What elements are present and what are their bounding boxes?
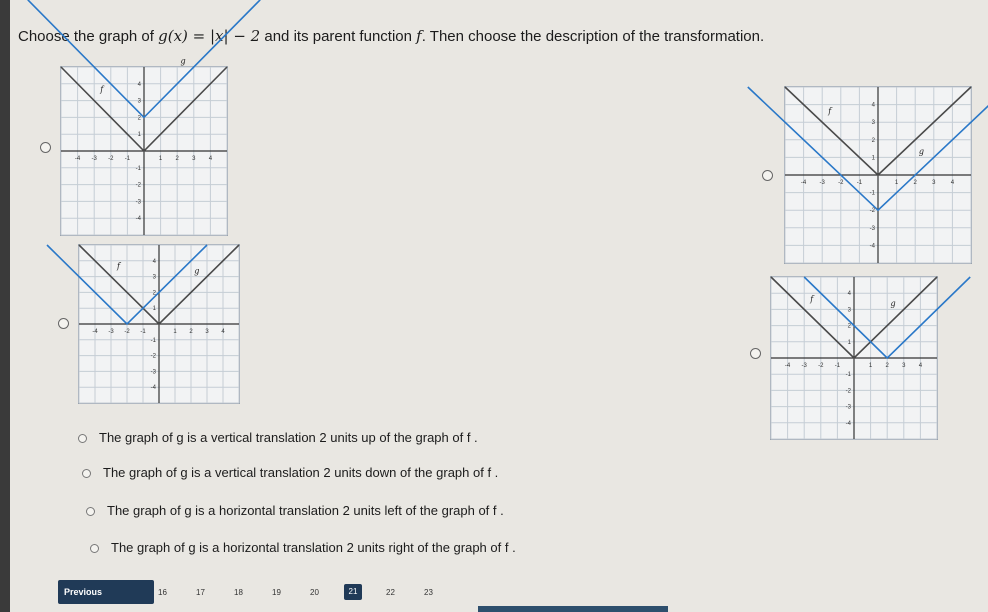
y-tick-label: 2 [152, 290, 156, 297]
y-tick-label: -3 [845, 404, 851, 411]
y-tick-label: -2 [869, 208, 875, 215]
y-tick-label: 3 [847, 307, 851, 314]
question-text [18, 26, 764, 47]
y-tick-label: 1 [847, 339, 851, 346]
x-tick-label: -3 [108, 329, 114, 335]
graph-f-label: f [810, 294, 814, 304]
y-tick-label: 3 [137, 98, 141, 105]
x-tick-label: 2 [913, 180, 917, 186]
x-tick-label: 3 [932, 180, 936, 186]
y-tick-label: -3 [869, 225, 875, 232]
x-tick-label: -2 [124, 329, 130, 335]
graph-g-label: g [918, 146, 925, 156]
x-tick-label: 4 [950, 180, 955, 186]
y-tick-label: -4 [135, 216, 141, 223]
y-tick-label: -1 [845, 372, 851, 379]
answer-4-label: The graph of g is a horizontal translation 2 units right of the graph of f . [111, 540, 516, 555]
x-tick-label: -2 [818, 363, 824, 369]
page-22[interactable]: 22 [386, 588, 395, 597]
x-tick-label: 4 [918, 363, 923, 369]
answer-3-radio[interactable] [86, 507, 95, 516]
y-tick-label: -4 [869, 243, 875, 250]
x-tick-label: -3 [91, 156, 97, 162]
x-tick-label: -2 [108, 156, 114, 162]
answer-1-label: The graph of g is a vertical translation 2 units up of the graph of f . [99, 430, 478, 445]
page-17[interactable]: 17 [196, 588, 205, 597]
graph-option-a-radio[interactable] [40, 142, 51, 153]
y-tick-label: 2 [847, 323, 851, 330]
question-parent: f [416, 27, 422, 45]
x-tick-label: -3 [801, 363, 807, 369]
x-tick-label: -1 [140, 329, 146, 335]
page-18[interactable]: 18 [234, 588, 243, 597]
answer-2-label: The graph of g is a vertical translation 2 units down of the graph of f . [103, 465, 499, 480]
answer-option-3[interactable] [86, 503, 504, 518]
graph-option-a[interactable] [60, 56, 228, 236]
y-tick-label: -1 [869, 190, 875, 197]
y-tick-label: 2 [137, 115, 141, 122]
answer-option-4[interactable] [90, 540, 516, 555]
graph-g-label: g [890, 299, 896, 309]
x-tick-label: 4 [208, 156, 213, 162]
x-tick-label: 2 [189, 329, 193, 335]
x-tick-label: -1 [856, 180, 863, 186]
x-tick-label: -4 [800, 180, 807, 186]
y-tick-label: 1 [137, 132, 141, 139]
answer-4-radio[interactable] [90, 544, 99, 553]
graph-g-label: g [180, 56, 186, 66]
graph-option-c[interactable] [784, 86, 972, 264]
x-tick-label: -4 [74, 156, 81, 162]
graph-f-label: f [117, 261, 120, 271]
graph-option-b[interactable] [78, 244, 240, 404]
graph-option-d[interactable] [770, 276, 938, 440]
x-tick-label: 3 [902, 363, 906, 369]
graph-f-label: f [828, 106, 832, 116]
window-frame [0, 0, 10, 612]
x-tick-label: 1 [173, 329, 177, 335]
y-tick-label: 2 [871, 137, 875, 144]
y-tick-label: 4 [847, 291, 851, 298]
x-tick-label: 3 [192, 156, 196, 162]
answer-option-1[interactable] [78, 430, 478, 445]
x-tick-label: -4 [92, 329, 98, 335]
y-tick-label: 4 [871, 102, 875, 109]
graph-option-b-radio[interactable] [58, 318, 69, 329]
x-tick-label: -2 [838, 180, 844, 186]
x-tick-label: 1 [894, 180, 899, 186]
y-tick-label: -1 [135, 165, 141, 172]
y-tick-label: 4 [137, 81, 141, 88]
y-tick-label: -3 [135, 199, 141, 206]
y-tick-label: 3 [152, 274, 156, 281]
graph-f-label: f [100, 85, 104, 95]
progress-bar [478, 606, 668, 612]
x-tick-label: -1 [124, 156, 131, 162]
answer-1-radio[interactable] [78, 434, 87, 443]
question-function: g(x) = |x| − 2 [158, 27, 261, 45]
y-tick-label: -3 [150, 369, 156, 376]
y-tick-label: -4 [150, 385, 156, 392]
y-tick-label: -4 [845, 420, 851, 427]
x-tick-label: 1 [158, 156, 163, 162]
y-tick-label: 1 [152, 306, 156, 313]
x-tick-label: 2 [885, 363, 889, 369]
question-suffix: and its parent function [264, 28, 412, 45]
page-19[interactable]: 19 [272, 588, 281, 597]
x-tick-label: 2 [175, 156, 179, 162]
y-tick-label: -2 [845, 388, 851, 395]
answer-option-2[interactable] [82, 465, 498, 480]
y-tick-label: 4 [152, 258, 156, 265]
graph-option-d-radio[interactable] [750, 348, 761, 359]
page-23[interactable]: 23 [424, 588, 433, 597]
page-21[interactable]: 21 [344, 584, 362, 600]
page-16[interactable]: 16 [158, 588, 167, 597]
previous-button[interactable]: Previous [58, 580, 154, 604]
question-prefix: Choose the graph of [18, 28, 154, 45]
y-tick-label: 1 [871, 155, 875, 162]
x-tick-label: 4 [221, 329, 225, 335]
question-navigation [58, 580, 988, 612]
x-tick-label: 1 [868, 363, 873, 369]
y-tick-label: -2 [150, 353, 156, 360]
answer-3-label: The graph of g is a horizontal translation 2 units left of the graph of f . [107, 503, 504, 518]
page-20[interactable]: 20 [310, 588, 319, 597]
y-tick-label: -2 [135, 182, 141, 189]
x-tick-label: -3 [819, 180, 825, 186]
y-tick-label: -1 [150, 337, 156, 344]
y-tick-label: 3 [871, 120, 875, 127]
x-tick-label: -4 [784, 363, 791, 369]
x-tick-label: -1 [834, 363, 841, 369]
answer-2-radio[interactable] [82, 469, 91, 478]
question-end: . Then choose the description of the transformation. [421, 28, 765, 45]
graph-option-c-radio[interactable] [762, 170, 773, 181]
x-tick-label: 3 [205, 329, 209, 335]
graph-g-label: g [194, 266, 200, 276]
